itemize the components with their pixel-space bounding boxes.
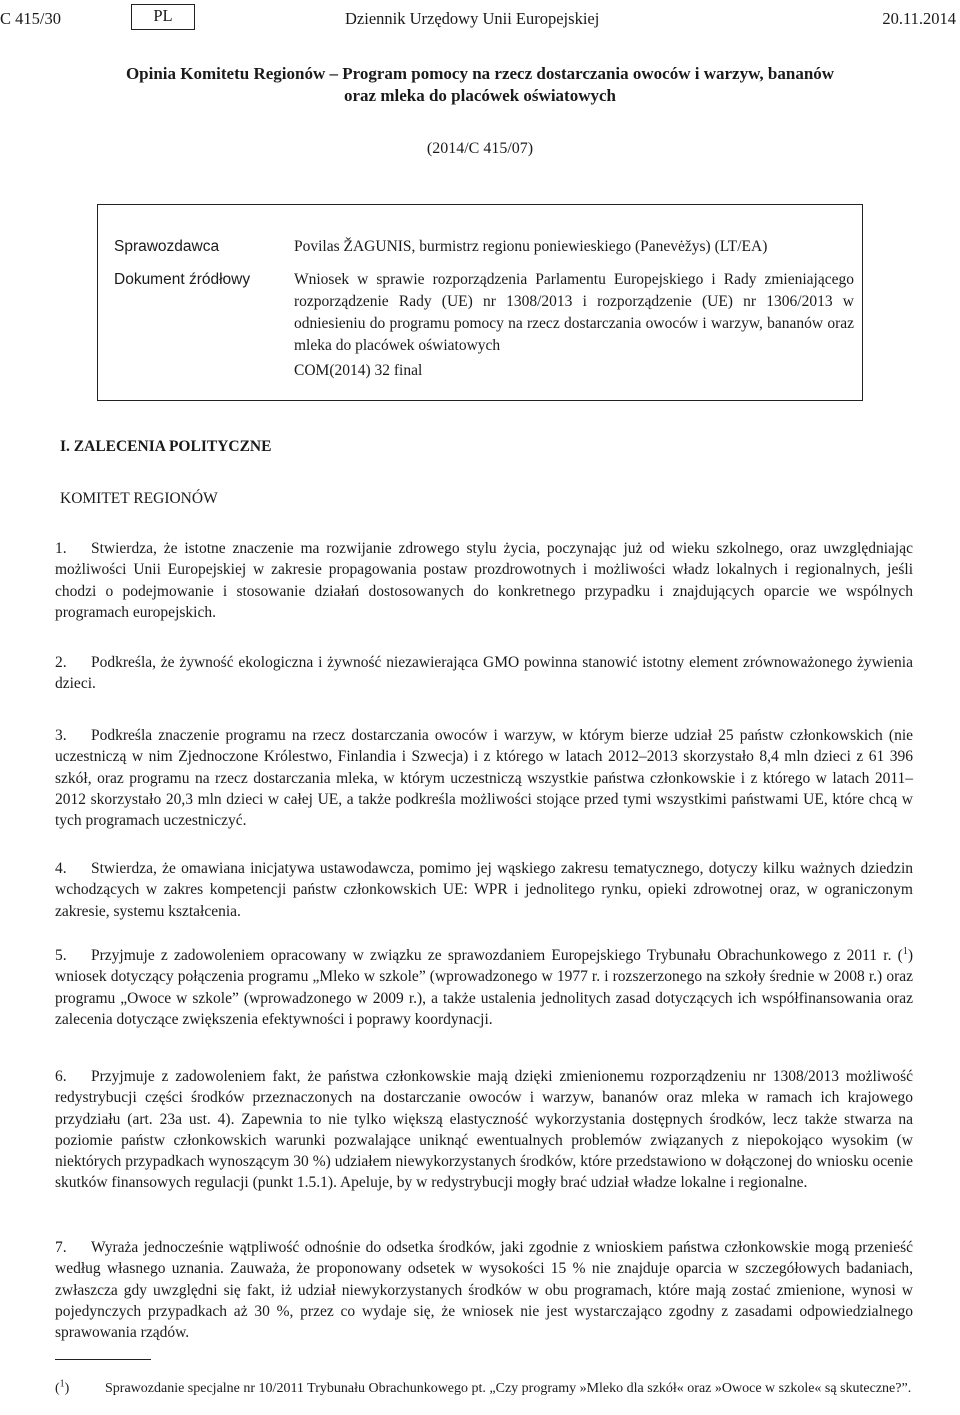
paragraph-text: Stwierdza, że istotne znaczenie ma rozwijanie zdrowego stylu życia, poczynając już od wieku szkolnego, oraz uwzględniając możliwości Unii Europejskiej w zakresie propagowania postaw prozdrowotnych i możliwości władz lokalnych i regionalnych, jeśli chodzi o podejmowanie i stosowanie działań dostosowanych do konkretnego przypadku i znajdujących oparcie we wspólnych programach europejskich. xyxy=(55,540,913,621)
paragraph-text-before: Przyjmuje z zadowoleniem opracowany w związku ze sprawozdaniem Europejskiego Trybunału Obrachunkowego z 2011 r. ( xyxy=(91,947,903,964)
page-reference: C 415/30 xyxy=(0,9,61,28)
reference-code: (2014/C 415/07) xyxy=(426,140,534,157)
section-subheading: KOMITET REGIONÓW xyxy=(60,490,218,507)
footnote-paren-open: ( xyxy=(55,1381,60,1396)
title-line-2: oraz mleka do placówek oświatowych xyxy=(344,86,616,105)
paragraph-text: Stwierdza, że omawiana inicjatywa ustawodawcza, pomimo jej wąskiego zakresu tematycznego, dotyczy kilku ważnych dziedzin wchodzących w zakres kompetencji państw członkowskich UE: WPR i jednolitego rynku, opieki zdrowotnej oraz, w ograniczonym zakresie, systemu kształcenia. xyxy=(55,860,913,920)
footnote-number xyxy=(55,1380,69,1398)
paragraph-4 xyxy=(55,858,913,922)
paragraph-number: 2. xyxy=(55,654,67,671)
paragraph-2 xyxy=(55,652,913,695)
rapporteur-value: Povilas ŽAGUNIS, burmistrz regionu poniewieskiego (Panevėžys) (LT/EA) xyxy=(294,238,768,255)
rapporteur-label: Sprawozdawca xyxy=(114,238,220,255)
paragraph-number: 3. xyxy=(55,727,67,744)
footnote-number-value: 1 xyxy=(59,1378,65,1390)
paragraph-6 xyxy=(55,1066,913,1194)
paragraph-text: Wyraża jednocześnie wątpliwość odnośnie do odsetka środków, jaki zgodnie z wnioskiem państwa członkowskie mogą przenieść według własnego uznania. Zauważa, że proponowany odsetek w wysokości 15 % nie znajduje oparcia w szczegółowych badaniach, zwłaszcza gdy uwzględni się fakt, iż udział niewykorzystanych środków w obu programach, które mają zostać zmienione, wynosi w pojedynczych przypadkach aż 30 %, przez co wydaje się, że wniosek nie jest wystarczająco zgodny z zasadami odpowiedzialnego sprawowania rządów. xyxy=(55,1239,913,1342)
paragraph-1 xyxy=(55,538,913,623)
footnote-paren-close: ) xyxy=(64,1381,70,1396)
source-label: Dokument źródłowy xyxy=(114,271,251,288)
language-badge: PL xyxy=(131,4,195,30)
paragraph-number: 7. xyxy=(55,1239,67,1256)
info-box xyxy=(97,204,863,401)
paragraph-text: Przyjmuje z zadowoleniem fakt, że państwa członkowskie mają dzięki zmienionemu rozporządzeniu nr 1308/2013 możliwość redystrybucji części środków przeznaczonych na dostarczanie owoców i warzyw, bananów oraz mleka w ramach ich krajowego przydziału (art. 23a ust. 4). Zapewnia to nie tylko większą elastyczność wykorzystania dostępnych środków, lecz także stwarza na poziomie państw członkowskich warunki pozwalające uniknąć ewentualnych problemów związanych z niepokojąco wysokim (w niektórych przypadkach wynoszącym 30 %) udziałem niewykorzystanych środków, które przedstawiono w dołączonej do wniosku ocenie skutków finansowych regulacji (punkt 1.5.1). Apeluje, by w redystrybucji mogły brać udział władze lokalne i regionalne. xyxy=(55,1068,913,1192)
paragraph-number: 6. xyxy=(55,1068,67,1085)
paragraph-number: 4. xyxy=(55,860,67,877)
section-heading: I. ZALECENIA POLITYCZNE xyxy=(60,438,272,455)
com-reference: COM(2014) 32 final xyxy=(294,362,423,379)
paragraph-number: 1. xyxy=(55,540,67,557)
paragraph-text: Podkreśla, że żywność ekologiczna i żywność niezawierająca GMO powinna stanowić istotny element zrównoważonego żywienia dzieci. xyxy=(55,654,913,693)
footnote-reference[interactable]: 1 xyxy=(902,945,908,957)
paragraph-3 xyxy=(55,725,913,831)
source-value: Wniosek w sprawie rozporządzenia Parlamentu Europejskiego i Rady zmieniającego rozporządzenie Rady (UE) nr 1308/2013 i rozporządzenie (UE) nr 1306/2013 w odniesieniu do programu pomocy na rzecz dostarczania owoców i warzyw, bananów oraz mleka do placówek oświatowych xyxy=(294,271,854,354)
page-header xyxy=(0,8,960,32)
paragraph-7 xyxy=(55,1237,913,1343)
paragraph-5 xyxy=(55,945,913,1030)
paragraph-number: 5. xyxy=(55,947,67,964)
footnote-text: Sprawozdanie specjalne nr 10/2011 Trybunału Obrachunkowego pt. „Czy programy »Mleko dla szkół« oraz »Owoce w szkole« są skuteczne?”. xyxy=(105,1381,912,1396)
paragraph-text: Podkreśla znaczenie programu na rzecz dostarczania owoców i warzyw, w którym bierze udział 25 państw członkowskich (nie uczestniczą w nim Zjednoczone Królestwo, Finlandia i Szwecja) i z którego w latach 2012–2013 skorzystało 8,4 mln dzieci z 61 396 szkół, oraz programu na rzecz dostarczania mleka, w którym uczestniczą wszystkie państwa członkowskie i z którego w latach 2011–2012 skorzystało 20,3 mln dzieci w całej UE, a także podkreśla możliwości stojące przed tymi wszystkimi państwami UE, które chcą w tych programach uczestniczyć. xyxy=(55,727,913,830)
paragraph-text-after: ) wniosek dotyczący połączenia programu „Mleko w szkole” (wprowadzonego w 1977 r. i rozszerzonego na szkoły średnie w 2008 r.) oraz programu „Owoce w szkole” (wprowadzonego w 2009 r.), a także ustalenia jednolitych zasad dotyczących ich współfinansowania oraz zalecenia dotyczące zwiększenia efektywności i poprawy koordynacji. xyxy=(55,947,913,1028)
journal-title: Dziennik Urzędowy Unii Europejskiej xyxy=(345,9,600,28)
footnote-separator xyxy=(55,1359,151,1360)
title-line-1: Opinia Komitetu Regionów – Program pomocy na rzecz dostarczania owoców i warzyw, bananów xyxy=(125,64,835,83)
publication-date: 20.11.2014 xyxy=(882,9,956,28)
document-title xyxy=(60,63,900,107)
